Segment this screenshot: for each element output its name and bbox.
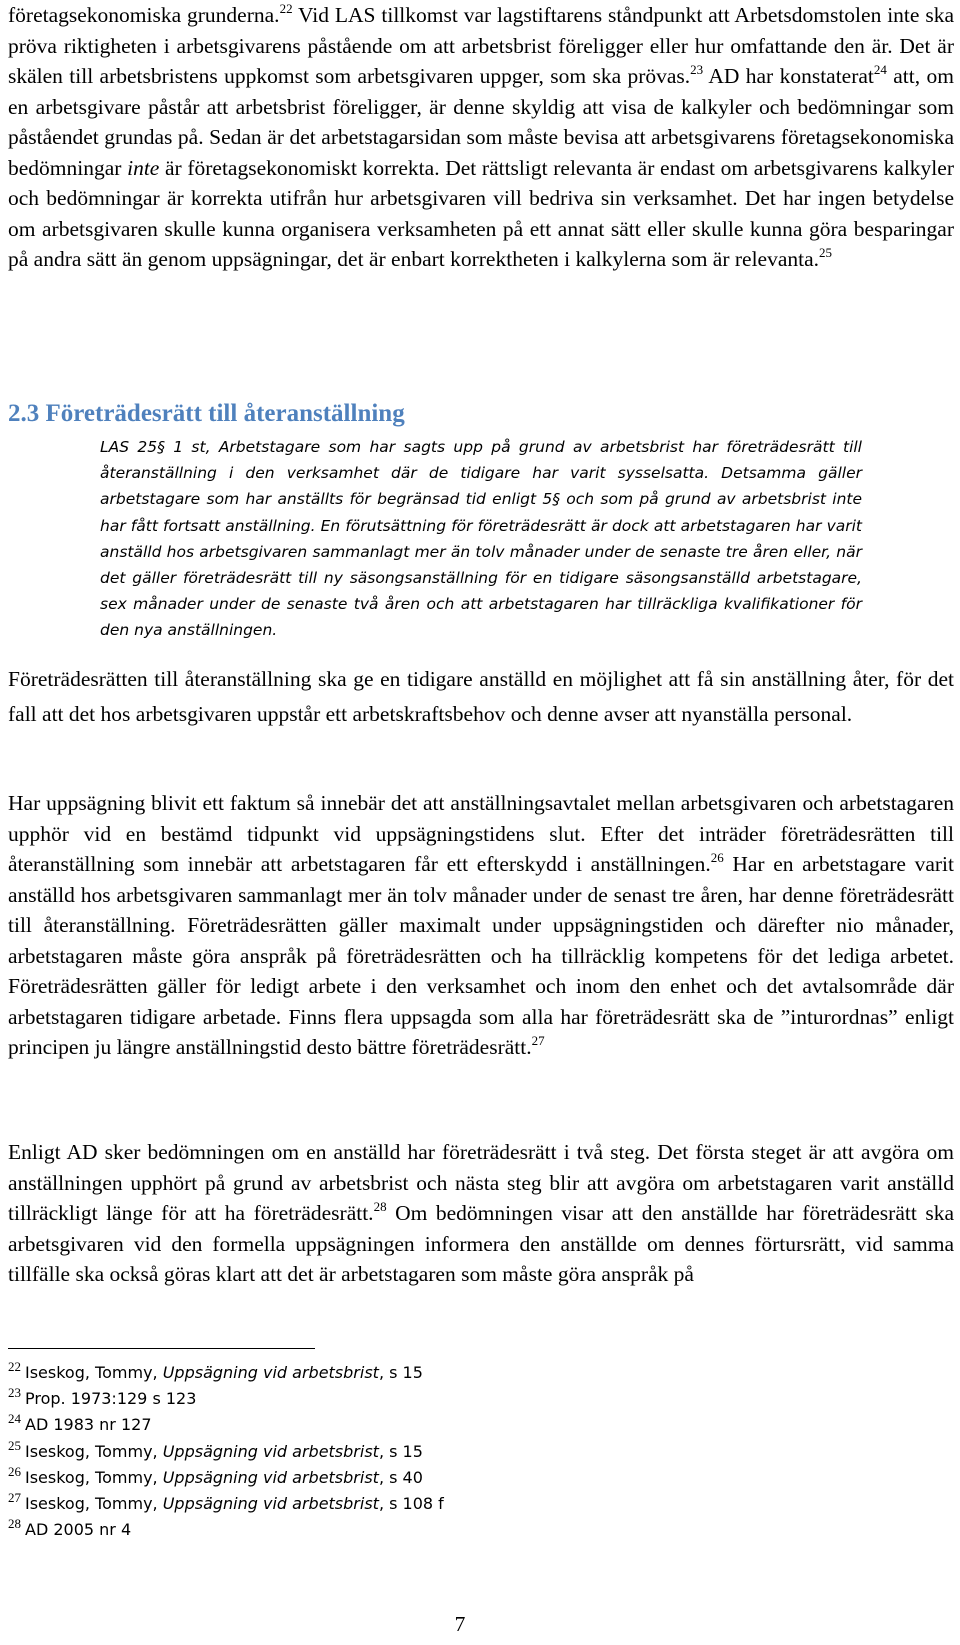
footnote-text: Prop. 1973:129 s 123 bbox=[25, 1389, 197, 1409]
page-number: 7 bbox=[454, 1612, 466, 1636]
footnote-number: 25 bbox=[8, 1437, 21, 1453]
footnote-number: 22 bbox=[8, 1359, 21, 1374]
emphasized-word: inte bbox=[127, 155, 160, 180]
footnote bbox=[8, 1459, 444, 1485]
footnote-ref-24[interactable]: 24 bbox=[873, 62, 887, 77]
body-paragraph-4 bbox=[8, 1137, 954, 1290]
body-paragraph-2: Företrädesrätten till återanställning ska ge en tidigare anställd en möjlighet att få sin anställning åter, för det fall att det hos arbetsgivaren uppstår ett arbetskraftsbehov och denne avser att nyanställa personal. bbox=[8, 667, 954, 726]
paragraph-text: Enligt AD sker bedömningen om en anställd har företrädesrätt i två steg. Det första steget är att avgöra om anställningen upphört på grund av arbetsbrist och nästa steg blir att avgöra om arbetstagaren varit anställd tillräckligt länge för att ha företrädesrätt. bbox=[8, 1140, 954, 1225]
section-heading: 2.3 Företrädesrätt till återanställning bbox=[8, 400, 405, 427]
footnote-ref-28[interactable]: 28 bbox=[373, 1199, 387, 1214]
footnote-text: Iseskog, Tommy, bbox=[25, 1467, 163, 1487]
footnote-title: Uppsägning vid arbetsbrist bbox=[162, 1467, 379, 1487]
footnote bbox=[8, 1433, 444, 1459]
footnote-ref-27[interactable]: 27 bbox=[531, 1033, 545, 1048]
footnote-text: Iseskog, Tommy, bbox=[25, 1441, 163, 1461]
footnote-ref-23[interactable]: 23 bbox=[690, 62, 704, 77]
footnote-separator bbox=[8, 1348, 315, 1349]
footnote-list bbox=[8, 1354, 444, 1540]
footnote-number: 24 bbox=[8, 1411, 21, 1427]
footnote-text: Iseskog, Tommy, bbox=[25, 1493, 163, 1513]
footnote-text: AD 1983 nr 127 bbox=[25, 1415, 152, 1435]
footnote bbox=[8, 1406, 444, 1435]
paragraph-text: är företagsekonomiskt korrekta. Det rättsligt relevanta är endast om arbetsgivarens kalkyler och bedömningar är korrekta utifrån hur arbetsgivaren vill bedriva sin verksamhet. Det har ingen betydelse om arbetsgivaren skulle kunna organisera verksamheten på ett annat sätt eller skulle kunna göra besparingar på andra sätt än genom uppsägningar, det är enbart korrektheten i kalkylerna som är relevanta. bbox=[8, 155, 954, 271]
footnote bbox=[8, 1511, 444, 1540]
footnote bbox=[8, 1485, 444, 1511]
footnote-number: 23 bbox=[8, 1385, 21, 1401]
footnote-number: 26 bbox=[8, 1463, 21, 1479]
footnote-text: AD 2005 nr 4 bbox=[25, 1520, 132, 1540]
footnote-ref-25[interactable]: 25 bbox=[819, 245, 833, 260]
paragraph-text: Har en arbetstagare varit anställd hos arbetsgivaren sammanlagt mer än tolv månader under de senast tre åren, har denne företrädesrätt till återanställning. Företrädesrätten gäller maximalt under uppsägningstiden och därefter nio månader, arbetstagaren måste göra anspråk på företrädesrätten och ha tillräcklig kompetens för det lediga arbetet. Företrädesrätten gäller för ledigt arbete i den verksamhet och inom den enhet och det avtalsområde där arbetstagaren tidigare arbetade. Finns flera uppsagda som alla har företrädesrätt ska de ”inturordnas” enligt principen ju längre anställningstid desto bättre företrädesrätt. bbox=[8, 852, 954, 1059]
footnote-text: , s 15 bbox=[378, 1441, 423, 1461]
footnote-ref-26[interactable]: 26 bbox=[710, 850, 724, 865]
footnote-text: , s 40 bbox=[378, 1467, 423, 1487]
body-paragraph-1 bbox=[8, 0, 954, 275]
footnote-title: Uppsägning vid arbetsbrist bbox=[162, 1441, 379, 1461]
paragraph-text: företagsekonomiska grunderna. bbox=[8, 3, 280, 27]
footnote-number: 28 bbox=[8, 1516, 21, 1532]
paragraph-text: Om bedömningen visar att den anställde har företrädesrätt ska arbetsgivaren vid den formella uppsägningen informera den anställde om dennes förtursrätt, vid samma tillfälle ska också göras klart att det är arbetstagaren som måste göra anspråk på bbox=[8, 1201, 954, 1286]
body-paragraph-3 bbox=[8, 788, 954, 1063]
law-quote: LAS 25§ 1 st, Arbetstagare som har sagts upp på grund av arbetsbrist har företrädesrätt till återanställning i den verksamhet där de tidigare har varit sysselsatta. Detsamma gäller arbetstagare som har anställts för begränsad tid enligt 5§ och som på grund av arbetsbrist inte har fått fortsatt anställning. En förutsättning för företrädesrätt är dock att arbetstagaren har varit anställd hos arbetsgivaren sammanlagt mer än tolv månader under de senaste tre åren eller, när det gäller företrädesrätt till ny säsongsanställning för en tidigare säsongsanställd arbetstagare, sex månader under de senaste två åren och att arbetstagaren har tillräckliga kvalifikationer för den nya anställningen. bbox=[100, 438, 862, 640]
footnote bbox=[8, 1354, 444, 1380]
footnote-title: Uppsägning vid arbetsbrist bbox=[162, 1363, 379, 1382]
footnote-ref-22[interactable]: 22 bbox=[279, 1, 293, 16]
footnote-text: , s 108 f bbox=[378, 1493, 444, 1513]
footnote-number: 27 bbox=[8, 1489, 21, 1505]
paragraph-text: att, om en arbetsgivare påstår att arbetsbrist föreligger, är denne skyldig att visa de kalkyler och bedömningar som påståendet grundas på. Sedan är det arbetstagarsidan som måste bevisa att arbetsgivarens företagsekonomiska bedömningar bbox=[8, 64, 954, 180]
footnote-text: , s 15 bbox=[378, 1363, 423, 1382]
footnote bbox=[8, 1380, 444, 1409]
paragraph-text: Har uppsägning blivit ett faktum så innebär det att anställningsavtalet mellan arbetsgivaren och arbetstagaren upphör vid en bestämd tidpunkt vid uppsägningstidens slut. Efter det inträder företrädesrätten till återanställning som innebär att arbetstagaren får ett efterskydd i anställningen. bbox=[8, 791, 954, 876]
footnote-title: Uppsägning vid arbetsbrist bbox=[162, 1493, 379, 1513]
footnote-text: Iseskog, Tommy, bbox=[25, 1363, 163, 1382]
paragraph-text: AD har konstaterat bbox=[703, 64, 874, 88]
paragraph-text: Vid LAS tillkomst var lagstiftarens ståndpunkt att Arbetsdomstolen inte ska pröva riktigheten i arbetsgivarens påstående om att arbetsbrist föreligger eller hur omfattande den är. Det är skälen till arbetsbristens uppkomst som arbetsgivaren uppger, som ska prövas. bbox=[8, 3, 954, 88]
